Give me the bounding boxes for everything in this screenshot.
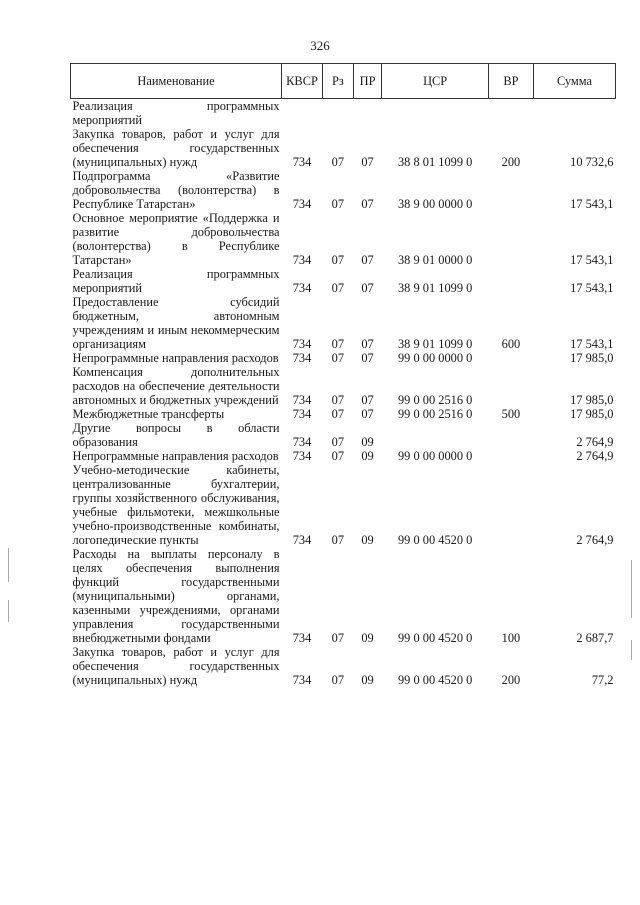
cell-rz: 07 bbox=[331, 351, 345, 365]
cell-vr bbox=[488, 267, 533, 295]
cell-vr bbox=[488, 351, 533, 365]
cell-rz: 07 bbox=[331, 337, 345, 351]
cell-sum: 17 543,1 bbox=[570, 253, 614, 267]
table-body bbox=[71, 99, 616, 688]
table-row bbox=[71, 211, 616, 267]
cell-vr: 500 bbox=[501, 407, 521, 421]
cell-vr bbox=[488, 169, 533, 211]
cell-sum: 17 985,0 bbox=[570, 393, 614, 407]
cell-sum: 17 985,0 bbox=[570, 351, 614, 365]
cell-csr: 99 0 00 0000 0 bbox=[397, 351, 473, 365]
cell-kvsr: 734 bbox=[292, 197, 312, 211]
cell-name: Реализация программных мероприятий bbox=[72, 99, 280, 127]
cell-rz: 07 bbox=[331, 155, 345, 169]
cell-name: Межбюджетные трансферты bbox=[72, 407, 225, 421]
cell-name: Закупка товаров, работ и услуг для обеспечения государственных (муниципальных) нужд bbox=[72, 127, 280, 169]
cell-rz: 07 bbox=[331, 393, 345, 407]
scan-margin-mark bbox=[8, 548, 9, 582]
cell-pr: 07 bbox=[361, 253, 374, 267]
cell-kvsr bbox=[282, 99, 323, 128]
budget-table bbox=[70, 63, 616, 687]
table-row bbox=[71, 169, 616, 211]
cell-csr: 38 9 01 0000 0 bbox=[397, 253, 473, 267]
cell-name: Компенсация дополнительных расходов на обеспечение деятельности автономных и бюджетных учреждений bbox=[72, 365, 280, 407]
cell-kvsr: 734 bbox=[292, 281, 312, 295]
cell-kvsr: 734 bbox=[292, 449, 312, 463]
cell-csr: 99 0 00 4520 0 bbox=[397, 533, 473, 547]
page-number: 326 bbox=[310, 38, 330, 53]
cell-pr: 07 bbox=[361, 281, 374, 295]
cell-pr: 09 bbox=[361, 631, 374, 645]
header-csr: ЦСР bbox=[382, 64, 489, 99]
table-row bbox=[71, 295, 616, 351]
cell-sum: 2 764,9 bbox=[576, 435, 614, 449]
cell-pr: 09 bbox=[361, 435, 374, 449]
cell-pr: 07 bbox=[361, 407, 374, 421]
cell-vr: 200 bbox=[501, 673, 521, 687]
cell-vr bbox=[488, 99, 533, 128]
cell-name: Реализация программных мероприятий bbox=[72, 267, 280, 295]
table-row bbox=[71, 463, 616, 547]
cell-name: Расходы на выплаты персоналу в целях обеспечения выполнения функций государственными (муниципальными) органами, казенными учреждениями, органами управления государственными внебюджетными фондами bbox=[72, 547, 280, 645]
cell-name: Непрограммные направления расходов bbox=[72, 449, 279, 463]
cell-sum: 2 764,9 bbox=[576, 533, 614, 547]
header-vr: ВР bbox=[488, 64, 533, 99]
cell-csr: 99 0 00 4520 0 bbox=[397, 673, 473, 687]
cell-vr: 100 bbox=[501, 631, 521, 645]
cell-name: Непрограммные направления расходов bbox=[72, 351, 279, 365]
cell-csr: 99 0 00 0000 0 bbox=[397, 449, 473, 463]
cell-csr: 99 0 00 4520 0 bbox=[397, 631, 473, 645]
scan-margin-mark bbox=[8, 600, 9, 622]
cell-kvsr: 734 bbox=[292, 351, 312, 365]
cell-pr: 07 bbox=[361, 197, 374, 211]
cell-kvsr: 734 bbox=[292, 407, 312, 421]
cell-sum: 17 985,0 bbox=[570, 407, 614, 421]
header-rz: Рз bbox=[323, 64, 354, 99]
table-row bbox=[71, 267, 616, 295]
cell-kvsr: 734 bbox=[292, 673, 312, 687]
table-row bbox=[71, 351, 616, 365]
cell-vr bbox=[488, 365, 533, 407]
cell-rz: 07 bbox=[331, 197, 345, 211]
table-row bbox=[71, 365, 616, 407]
cell-csr: 38 8 01 1099 0 bbox=[397, 155, 473, 169]
header-pr: ПР bbox=[353, 64, 382, 99]
cell-pr bbox=[353, 99, 382, 128]
header-name: Наименование bbox=[71, 64, 282, 99]
cell-pr: 09 bbox=[361, 673, 374, 687]
cell-vr bbox=[488, 449, 533, 463]
cell-vr bbox=[488, 211, 533, 267]
table-header bbox=[71, 64, 616, 99]
cell-kvsr: 734 bbox=[292, 393, 312, 407]
cell-rz: 07 bbox=[331, 673, 345, 687]
cell-pr: 09 bbox=[361, 533, 374, 547]
cell-name: Учебно-методические кабинеты, централизованные бухгалтерии, группы хозяйственного обслуживания, учебные фильмотеки, межшкольные учебно-производственные комбинаты, логопедические пункты bbox=[72, 463, 280, 547]
cell-pr: 07 bbox=[361, 155, 374, 169]
cell-name: Закупка товаров, работ и услуг для обеспечения государственных (муниципальных) нужд bbox=[72, 645, 280, 687]
cell-sum: 10 732,6 bbox=[570, 155, 614, 169]
cell-kvsr: 734 bbox=[292, 155, 312, 169]
cell-sum bbox=[533, 99, 615, 128]
cell-pr: 07 bbox=[361, 393, 374, 407]
cell-name: Подпрограмма «Развитие добровольчества (волонтерства) в Республике Татарстан» bbox=[72, 169, 280, 211]
cell-rz: 07 bbox=[331, 407, 345, 421]
table-row bbox=[71, 127, 616, 169]
cell-vr bbox=[488, 421, 533, 449]
cell-csr: 99 0 00 2516 0 bbox=[397, 393, 473, 407]
scan-margin-mark bbox=[631, 560, 632, 618]
table-row bbox=[71, 407, 616, 421]
cell-csr bbox=[382, 99, 489, 128]
cell-rz: 07 bbox=[331, 449, 345, 463]
scan-margin-mark bbox=[631, 640, 632, 660]
cell-kvsr: 734 bbox=[292, 533, 312, 547]
header-row bbox=[71, 64, 616, 99]
cell-csr: 38 9 00 0000 0 bbox=[397, 197, 473, 211]
header-sum: Сумма bbox=[533, 64, 615, 99]
cell-sum: 17 543,1 bbox=[570, 281, 614, 295]
cell-kvsr: 734 bbox=[292, 337, 312, 351]
header-kvsr: КВСР bbox=[282, 64, 323, 99]
cell-sum: 77,2 bbox=[591, 673, 614, 687]
cell-csr: 38 9 01 1099 0 bbox=[397, 281, 473, 295]
cell-pr: 09 bbox=[361, 449, 374, 463]
cell-pr: 07 bbox=[361, 351, 374, 365]
cell-vr bbox=[488, 463, 533, 547]
cell-sum: 2 687,7 bbox=[576, 631, 614, 645]
cell-kvsr: 734 bbox=[292, 253, 312, 267]
cell-rz bbox=[323, 99, 354, 128]
cell-name: Предоставление субсидий бюджетным, автономным учреждениям и иным некоммерческим организациям bbox=[72, 295, 280, 351]
cell-csr: 99 0 00 2516 0 bbox=[397, 407, 473, 421]
cell-sum: 17 543,1 bbox=[570, 337, 614, 351]
table-row bbox=[71, 99, 616, 128]
cell-name: Основное мероприятие «Поддержка и развитие добровольчества (волонтерства) в Республике Татарстан» bbox=[72, 211, 280, 267]
cell-vr: 600 bbox=[501, 337, 521, 351]
table-row bbox=[71, 421, 616, 449]
cell-kvsr: 734 bbox=[292, 435, 312, 449]
cell-rz: 07 bbox=[331, 631, 345, 645]
table-row bbox=[71, 645, 616, 687]
table-row bbox=[71, 547, 616, 645]
cell-rz: 07 bbox=[331, 533, 345, 547]
cell-rz: 07 bbox=[331, 435, 345, 449]
cell-csr bbox=[382, 421, 489, 449]
table-row bbox=[71, 449, 616, 463]
cell-sum: 17 543,1 bbox=[570, 197, 614, 211]
cell-rz: 07 bbox=[331, 253, 345, 267]
cell-pr: 07 bbox=[361, 337, 374, 351]
cell-sum: 2 764,9 bbox=[576, 449, 614, 463]
cell-vr: 200 bbox=[501, 155, 521, 169]
cell-kvsr: 734 bbox=[292, 631, 312, 645]
cell-rz: 07 bbox=[331, 281, 345, 295]
cell-csr: 38 9 01 1099 0 bbox=[397, 337, 473, 351]
cell-name: Другие вопросы в области образования bbox=[72, 421, 280, 449]
